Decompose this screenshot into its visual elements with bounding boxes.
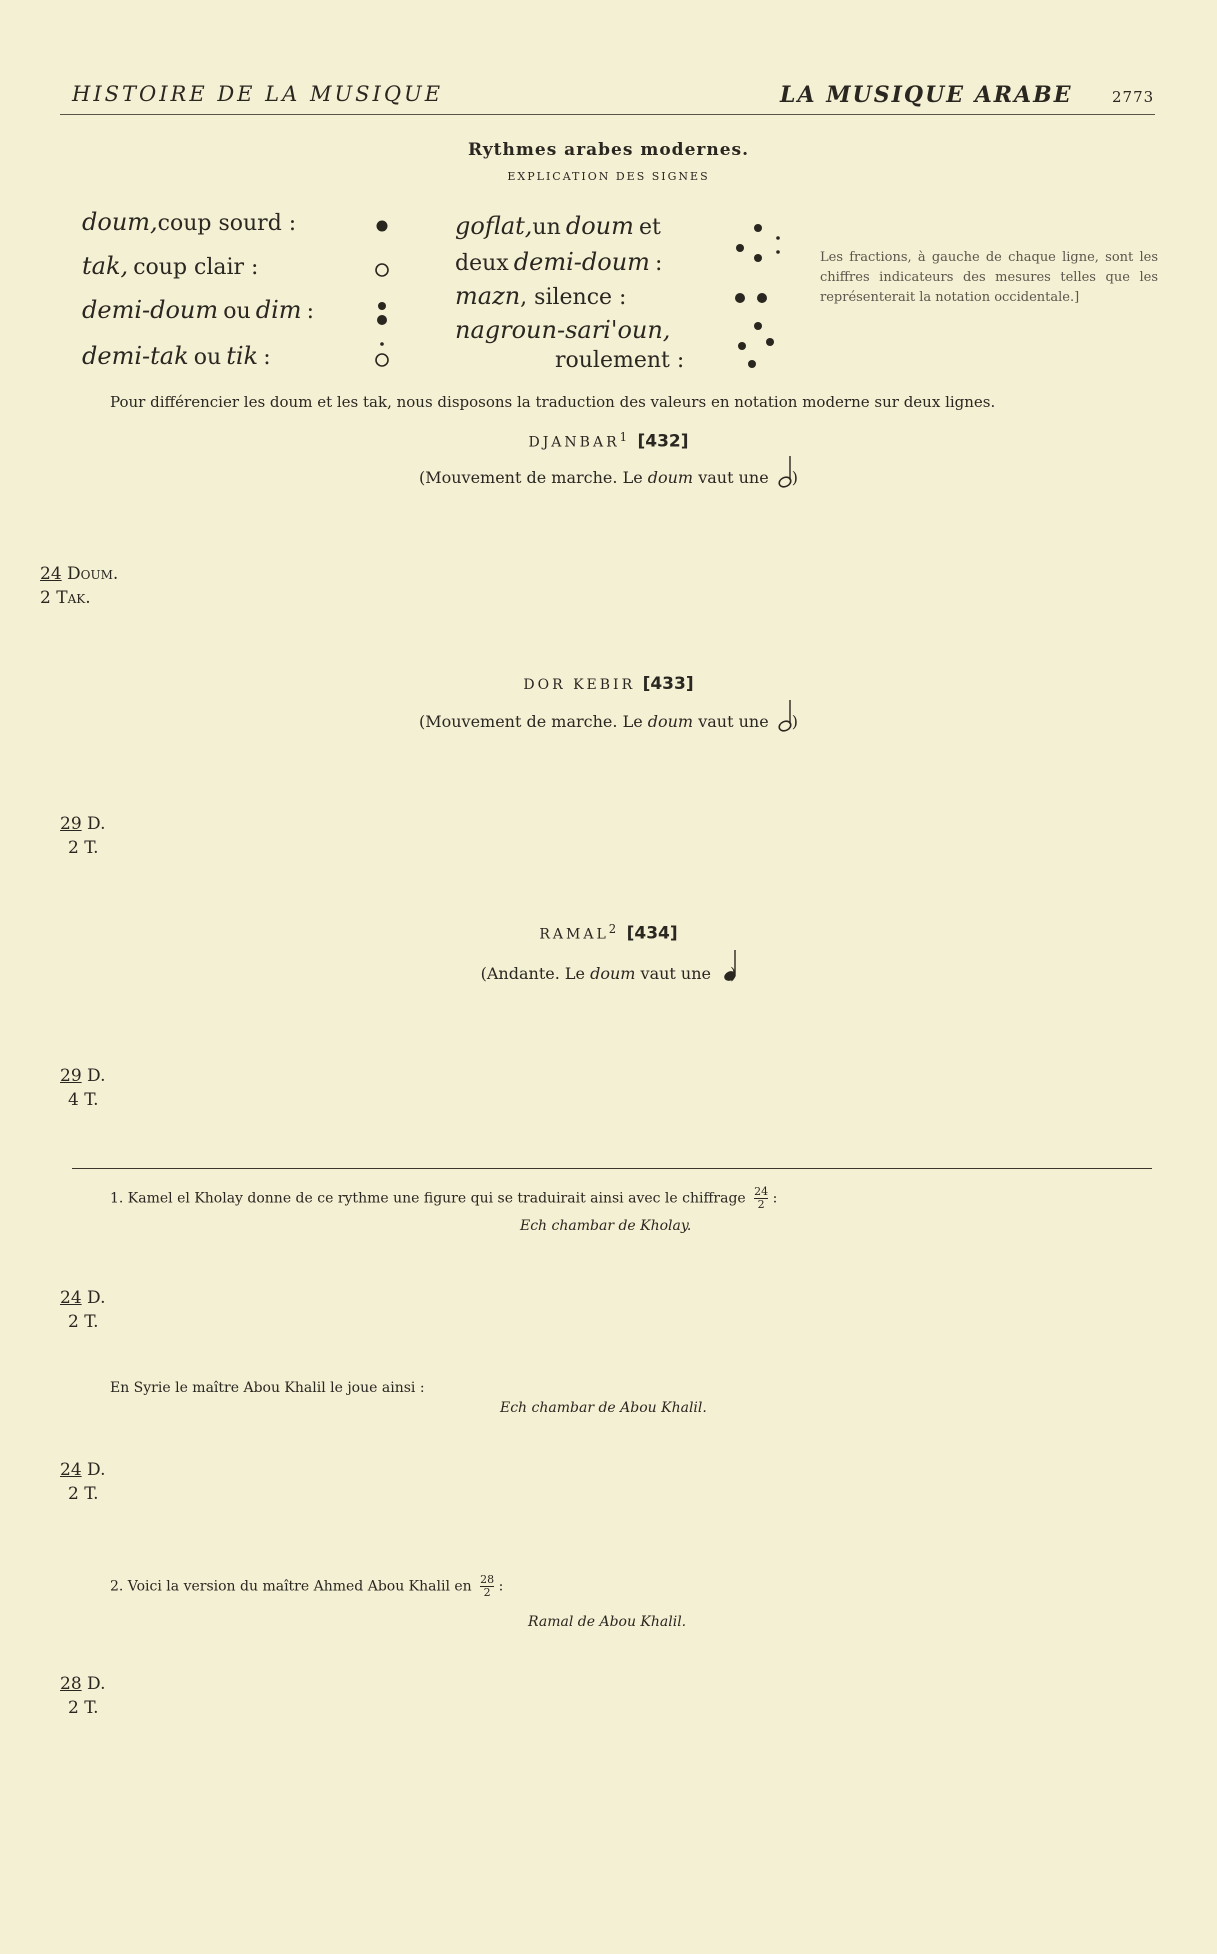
line-label: T. xyxy=(84,1698,99,1718)
time-signature-bottom: 2 xyxy=(68,838,79,858)
time-signature-top: 29 xyxy=(60,1066,82,1086)
legend-term: demi-doum xyxy=(82,296,219,324)
time-signature-top: 29 xyxy=(60,814,82,834)
doum-dot xyxy=(754,322,762,330)
line-label: T. xyxy=(84,838,99,858)
legend-term: doum xyxy=(565,212,634,240)
legend-desc: , silence : xyxy=(520,285,627,310)
tempo-text: (Mouvement de marche. Le xyxy=(418,712,643,731)
time-signature-bottom: 2 xyxy=(68,1312,79,1332)
doum-dot xyxy=(754,224,762,232)
legend-desc: deux xyxy=(455,251,509,276)
line-label: D. xyxy=(87,814,106,834)
doum-dot xyxy=(736,244,744,252)
caption-abou-khalil: Ech chambar de Abou Khalil. xyxy=(500,1400,707,1416)
caption-kholay: Ech chambar de Kholay. xyxy=(520,1218,692,1234)
legend-desc: roulement : xyxy=(555,348,685,373)
line-label: T. xyxy=(84,1484,99,1504)
legend-term: tik xyxy=(226,342,259,370)
small-dot xyxy=(380,342,384,346)
time-signature-top: 28 xyxy=(60,1674,82,1694)
tempo-word: doum xyxy=(647,712,694,731)
time-signature-top: 24 xyxy=(60,1460,82,1480)
fraction-bottom: 2 xyxy=(757,1198,765,1211)
legend-desc: : xyxy=(655,251,663,276)
line-label: D. xyxy=(87,1288,106,1308)
footnote-text: : xyxy=(772,1190,778,1207)
footnote-text: 1. Kamel el Kholay donne de ce rythme une figure qui se traduirait ainsi avec le chiffrage xyxy=(110,1190,746,1207)
tempo-text: (Mouvement de marche. Le xyxy=(418,468,643,487)
legend-desc: ou xyxy=(223,299,251,324)
running-header-left: HISTOIRE DE LA MUSIQUE xyxy=(72,82,444,106)
legend-term: mazn xyxy=(455,282,521,310)
line-label: T. xyxy=(84,1312,99,1332)
time-signature-bottom: 2 xyxy=(40,588,51,608)
section-number: [434] xyxy=(626,923,678,944)
legend-term: demi-tak xyxy=(82,342,189,370)
line-label: D. xyxy=(87,1066,106,1086)
intro-paragraph: Pour différencier les doum et les tak, nous disposons la traduction des valeurs en notation moderne sur deux lignes. xyxy=(110,393,996,411)
legend-desc: et xyxy=(638,215,661,240)
section-name: RAMAL xyxy=(539,926,609,943)
doum-dot xyxy=(754,254,762,262)
page-number: 2773 xyxy=(1112,88,1155,106)
time-signature-top: 24 xyxy=(40,564,62,584)
section-number: [433] xyxy=(642,674,694,694)
tempo-word: doum xyxy=(647,468,694,487)
small-dot xyxy=(776,250,780,254)
line-label: D. xyxy=(87,1674,106,1694)
legend-desc: coup sourd : xyxy=(157,211,297,236)
tak-circle xyxy=(376,264,388,276)
footnote-text: : xyxy=(498,1578,504,1595)
time-signature-top: 24 xyxy=(60,1288,82,1308)
legend-term: tak, xyxy=(82,252,129,280)
footnote-ref: 2 xyxy=(608,922,620,936)
legend-desc: coup clair : xyxy=(133,255,259,280)
footnote-text: 2. Voici la version du maître Ahmed Abou Khalil en xyxy=(110,1578,472,1595)
page-title: Rythmes arabes modernes. xyxy=(467,140,750,160)
section-name: DJANBAR xyxy=(528,434,620,451)
doum-dot xyxy=(735,293,745,303)
legend-term: demi-doum xyxy=(513,248,650,276)
running-header-right: LA MUSIQUE ARABE xyxy=(780,82,1073,108)
time-signature-bottom: 2 xyxy=(68,1698,79,1718)
line-label: Doum. xyxy=(67,564,119,584)
legend-term: goflat, xyxy=(455,212,533,240)
legend-desc: : xyxy=(306,299,315,324)
legend-desc: un xyxy=(532,215,561,240)
legend-term: doum, xyxy=(82,208,158,236)
time-signature-bottom: 4 xyxy=(68,1090,79,1110)
section-name: DOR KEBIR xyxy=(523,677,636,693)
syrie-paragraph: En Syrie le maître Abou Khalil le joue ainsi : xyxy=(110,1380,425,1396)
tempo-text: ) xyxy=(791,712,799,731)
fraction-top: 24 xyxy=(754,1185,769,1198)
fraction-bottom: 2 xyxy=(483,1586,491,1599)
line-label: T. xyxy=(84,1090,99,1110)
doum-dot xyxy=(377,315,387,325)
small-dot xyxy=(776,236,780,240)
legend-term: dim xyxy=(255,296,302,324)
doum-dot xyxy=(377,221,388,232)
doum-dot xyxy=(378,302,386,310)
caption-ramal-abou-khalil: Ramal de Abou Khalil. xyxy=(528,1614,687,1630)
tempo-word: doum xyxy=(590,964,636,983)
tempo-text: vaut une xyxy=(640,964,712,983)
tempo-text: ) xyxy=(791,468,799,487)
tempo-text: (Andante. Le xyxy=(480,964,585,983)
tempo-text: vaut une xyxy=(698,468,769,487)
fraction-top: 28 xyxy=(480,1573,495,1586)
time-signature-bottom: 2 xyxy=(68,1484,79,1504)
legend-term: nagroun-sari'oun, xyxy=(455,316,671,344)
doum-dot xyxy=(748,360,756,368)
line-label: D. xyxy=(87,1460,106,1480)
tempo-text: vaut une xyxy=(698,712,769,731)
legend-desc: ou xyxy=(193,345,222,370)
footnote-ref: 1 xyxy=(619,430,631,444)
tak-circle xyxy=(376,354,388,366)
page-subtitle: EXPLICATION DES SIGNES xyxy=(507,170,710,183)
line-label: Tak. xyxy=(56,588,91,608)
legend-note: Les fractions, à gauche de chaque ligne, sont les chiffres indicateurs des mesures telles que les représenterait la notation occidentale.] xyxy=(820,250,1158,305)
doum-dot xyxy=(766,338,774,346)
doum-dot xyxy=(757,293,767,303)
doum-dot xyxy=(738,342,746,350)
legend-desc: : xyxy=(263,345,271,370)
section-number: [432] xyxy=(637,431,689,452)
